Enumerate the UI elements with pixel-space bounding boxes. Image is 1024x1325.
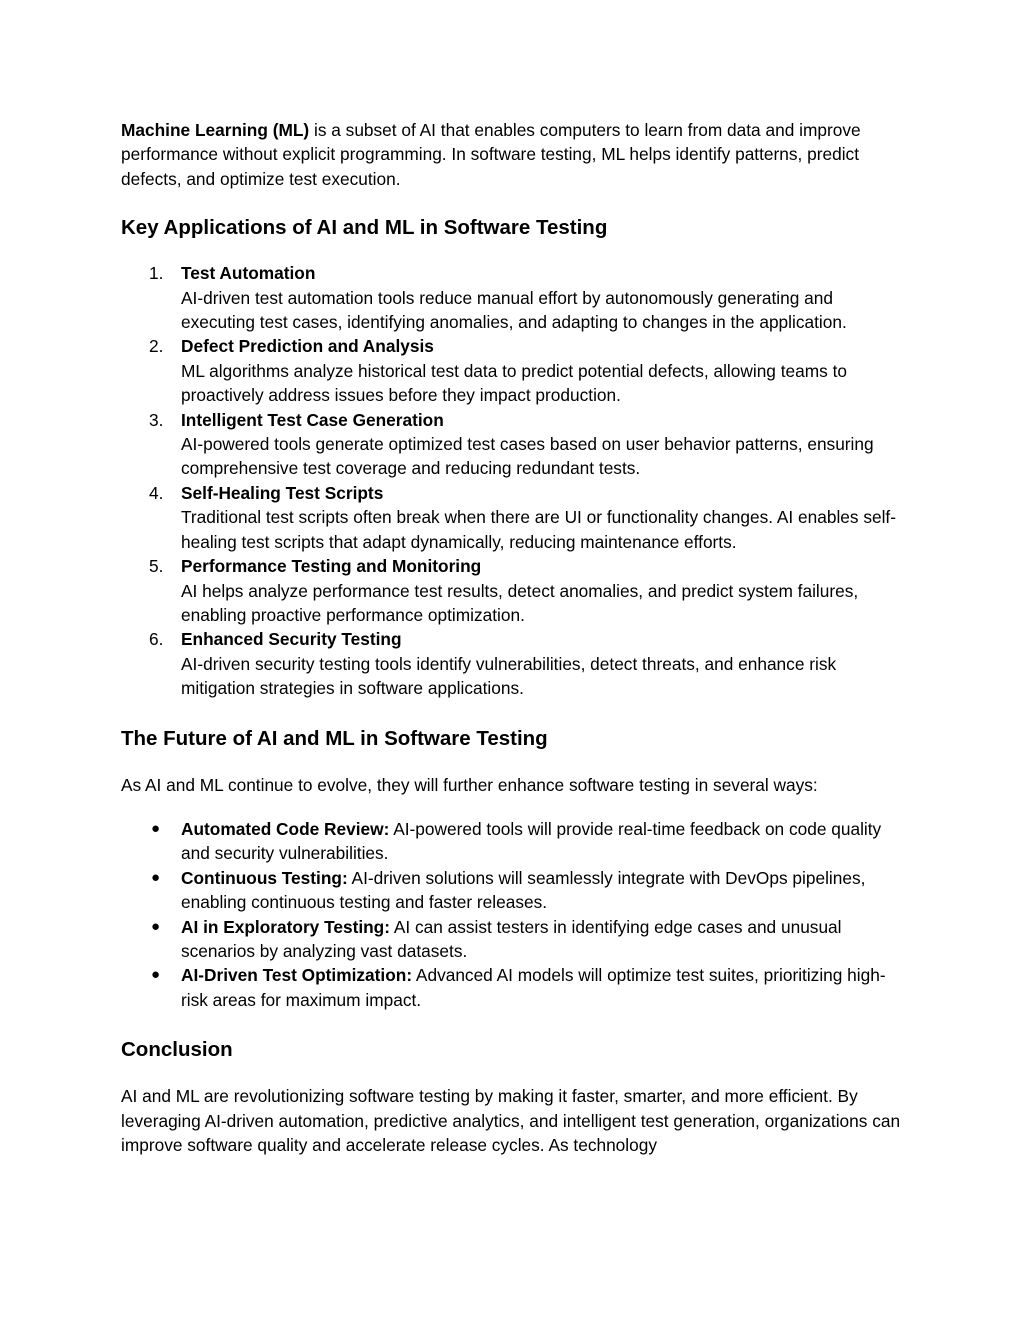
item-number: 2. <box>149 336 164 357</box>
item-number: 5. <box>149 556 164 577</box>
item-title: Intelligent Test Case Generation <box>181 409 444 430</box>
future-heading: The Future of AI and ML in Software Testing <box>121 726 548 750</box>
item-body: ML algorithms analyze historical test data to predict potential defects, allowing teams to proactively address issues before they impact production. <box>181 360 847 406</box>
item-number: 6. <box>149 629 164 650</box>
item-title: AI in Exploratory Testing: <box>181 916 390 937</box>
item-body: AI-driven solutions will seamlessly integrate with DevOps pipelines, enabling continuous testing and faster releases. <box>181 867 866 913</box>
list-item <box>121 963 911 1012</box>
applications-heading: Key Applications of AI and ML in Software Testing <box>121 216 608 240</box>
item-title: Automated Code Review: <box>181 818 390 839</box>
item-body: AI-powered tools will provide real-time feedback on code quality and security vulnerabilities. <box>181 818 882 864</box>
item-title: Continuous Testing: <box>181 867 348 888</box>
intro-text: is a subset of AI that enables computers to learn from data and improve performance without explicit programming. In software testing, ML helps identify patterns, predict defects, and optimize test execution. <box>121 120 861 189</box>
document-page <box>121 118 911 1157</box>
bullet-icon: ● <box>151 819 161 837</box>
list-item <box>121 261 911 334</box>
item-body: Advanced AI models will optimize test suites, prioritizing high-risk areas for maximum impact. <box>181 965 886 1010</box>
item-title: Test Automation <box>181 263 316 284</box>
item-title: Defect Prediction and Analysis <box>181 336 434 357</box>
item-body: AI-powered tools generate optimized test cases based on user behavior patterns, ensuring comprehensive test coverage and reducing redundant tests. <box>181 434 874 479</box>
list-item <box>121 627 911 700</box>
bullet-icon: ● <box>151 868 161 886</box>
bullet-icon: ● <box>151 917 161 935</box>
item-body: AI can assist testers in identifying edge cases and unusual scenarios by analyzing vast datasets. <box>181 916 842 961</box>
list-item <box>121 866 911 915</box>
intro-term: Machine Learning (ML) <box>121 120 310 140</box>
item-title: AI-Driven Test Optimization: <box>181 965 413 986</box>
item-body: Traditional test scripts often break when there are UI or functionality changes. AI enables self-healing test scripts that adapt dynamically, reducing maintenance efforts. <box>181 507 896 552</box>
conclusion-heading: Conclusion <box>121 1038 233 1062</box>
list-item <box>121 481 911 554</box>
list-item <box>121 817 911 866</box>
item-body: AI-driven test automation tools reduce manual effort by autonomously generating and executing test cases, identifying anomalies, and adapting to changes in the application. <box>181 287 847 333</box>
item-body: AI helps analyze performance test results, detect anomalies, and predict system failures, enabling proactive performance optimization. <box>181 580 859 625</box>
future-list <box>121 817 911 1012</box>
list-item <box>121 334 911 407</box>
item-title: Self-Healing Test Scripts <box>181 482 384 503</box>
list-item <box>121 915 911 964</box>
applications-list <box>121 261 911 700</box>
future-intro: As AI and ML continue to evolve, they will further enhance software testing in several ways: <box>121 774 818 795</box>
item-body: AI-driven security testing tools identify vulnerabilities, detect threats, and enhance risk mitigation strategies in software applications. <box>181 653 837 699</box>
item-title: Performance Testing and Monitoring <box>181 556 482 577</box>
bullet-icon: ● <box>151 966 161 984</box>
item-title: Enhanced Security Testing <box>181 629 402 650</box>
item-number: 3. <box>149 409 164 430</box>
item-number: 4. <box>149 482 164 503</box>
item-number: 1. <box>149 263 164 284</box>
list-item <box>121 408 911 481</box>
conclusion-paragraph: AI and ML are revolutionizing software testing by making it faster, smarter, and more efficient. By leveraging AI-driven automation, predictive analytics, and intelligent test generation, organizations can improve software quality and accelerate release cycles. As technology <box>121 1086 901 1155</box>
list-item <box>121 554 911 627</box>
intro-paragraph <box>121 118 911 191</box>
